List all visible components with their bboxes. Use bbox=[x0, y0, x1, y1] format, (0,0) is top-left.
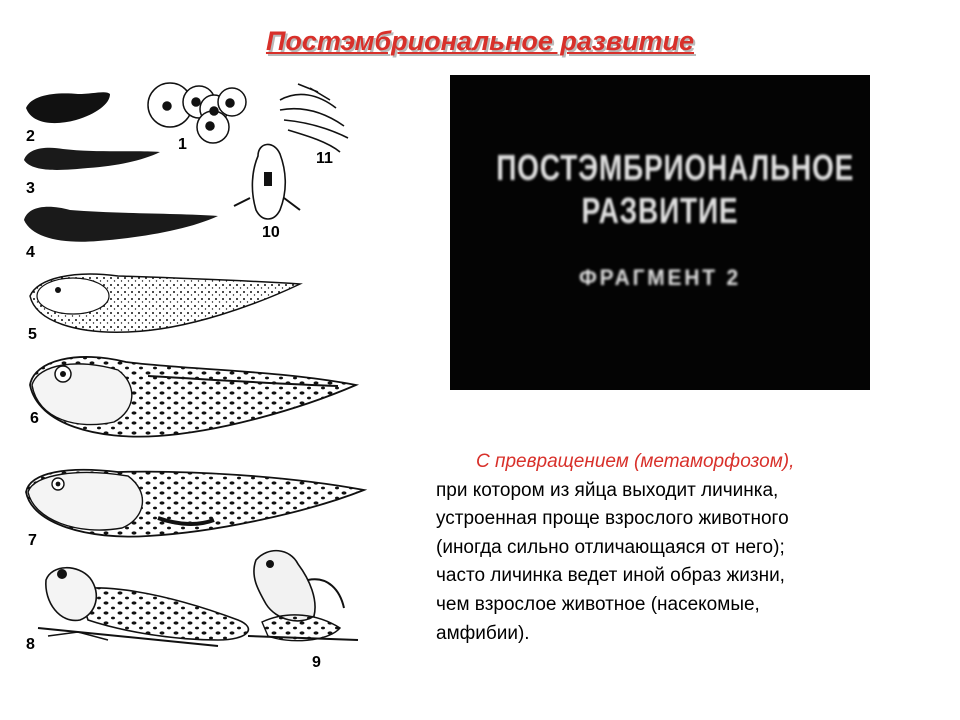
body-line: чем взрослое животное (насекомые, bbox=[436, 593, 760, 615]
stage-label-4: 4 bbox=[26, 244, 35, 261]
video-subtitle: ФРАГМЕНТ 2 bbox=[578, 265, 742, 290]
stage-label-6: 6 bbox=[30, 410, 39, 427]
frog-development-illustration bbox=[18, 80, 378, 680]
stage-9-frog bbox=[248, 551, 358, 641]
slide-title: Постэмбриональное развитие bbox=[265, 26, 695, 56]
stage-2-embryo bbox=[26, 92, 110, 123]
stage-label-9: 9 bbox=[312, 654, 321, 671]
stage-label-1: 1 bbox=[178, 136, 187, 153]
stage-label-10: 10 bbox=[262, 224, 280, 241]
body-text bbox=[436, 448, 906, 648]
video-title-line-1: ПОСТЭМБРИОНАЛЬНОЕ bbox=[496, 147, 855, 188]
stage-11-external-gills bbox=[280, 84, 348, 152]
stage-10-tadpole-top-view bbox=[234, 144, 300, 219]
stage-5-tadpole bbox=[30, 274, 300, 332]
body-line: (иногда сильно отличающаяся от него); bbox=[436, 536, 785, 558]
stage-3-larva bbox=[24, 148, 160, 170]
stage-label-11: 11 bbox=[316, 150, 333, 167]
body-line: при котором из яйца выходит личинка, bbox=[436, 479, 779, 501]
body-line: устроенная проще взрослого животного bbox=[436, 508, 789, 530]
stage-7-tadpole bbox=[26, 470, 364, 537]
video-title-line-2: РАЗВИТИЕ bbox=[581, 190, 739, 231]
stage-8-froglet bbox=[38, 568, 248, 646]
stage-label-5: 5 bbox=[28, 326, 37, 343]
stage-6-tadpole bbox=[30, 357, 356, 437]
body-lead: С превращением (метаморфозом), bbox=[476, 451, 795, 472]
video-frame[interactable] bbox=[450, 75, 870, 390]
stage-label-7: 7 bbox=[28, 532, 37, 549]
stage-label-8: 8 bbox=[26, 636, 35, 653]
body-line: амфибии). bbox=[436, 622, 530, 644]
stage-label-2: 2 bbox=[26, 128, 35, 145]
body-line: часто личинка ведет иной образ жизни, bbox=[436, 565, 785, 587]
stage-1-eggs bbox=[148, 83, 246, 143]
stage-label-3: 3 bbox=[26, 180, 35, 197]
stage-4-larva bbox=[24, 207, 218, 242]
